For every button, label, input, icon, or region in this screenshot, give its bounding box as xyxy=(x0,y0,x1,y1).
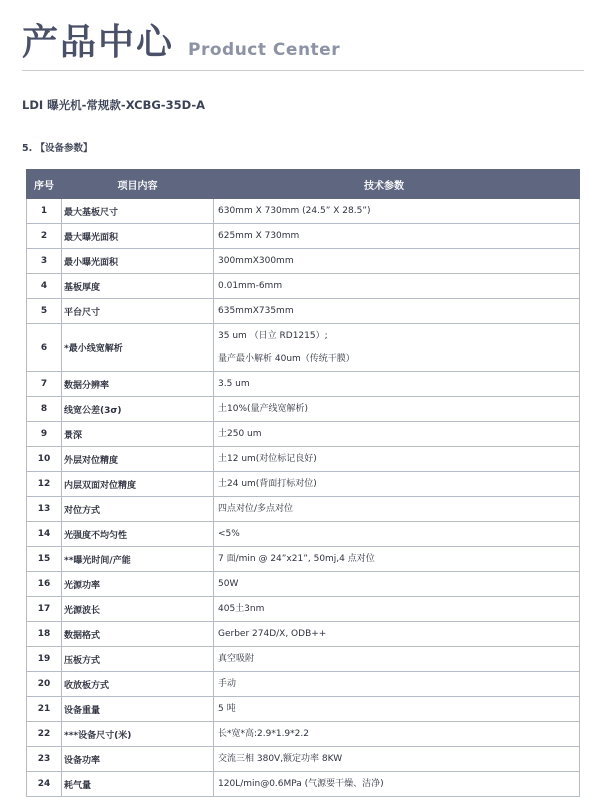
table-row xyxy=(27,497,580,522)
table-row xyxy=(27,697,580,722)
row-item: 线宽公差(3σ) xyxy=(62,397,214,422)
row-item: *最小线宽解析 xyxy=(62,324,214,372)
row-number: 2 xyxy=(27,224,62,249)
row-number: 17 xyxy=(27,597,62,622)
row-item: 平台尺寸 xyxy=(62,299,214,324)
row-item: 最大曝光面积 xyxy=(62,224,214,249)
row-spec xyxy=(214,547,580,572)
row-number: 1 xyxy=(27,199,62,224)
spec-line: 5 吨 xyxy=(218,703,236,714)
table-row xyxy=(27,249,580,274)
table-row xyxy=(27,597,580,622)
row-number: 10 xyxy=(27,447,62,472)
table-row xyxy=(27,447,580,472)
row-spec xyxy=(214,299,580,324)
row-spec xyxy=(214,497,580,522)
table-row xyxy=(27,772,580,797)
row-item: 最大基板尺寸 xyxy=(62,199,214,224)
spec-line: 土250 um xyxy=(218,428,262,439)
spec-line: 量产最小解析 40um（传统干膜） xyxy=(218,353,355,364)
row-item: 基板厚度 xyxy=(62,274,214,299)
row-number: 14 xyxy=(27,522,62,547)
row-spec xyxy=(214,249,580,274)
spec-line: 交流三相 380V,额定功率 8KW xyxy=(218,753,343,764)
row-number: 19 xyxy=(27,647,62,672)
spec-line: 7 面/min @ 24”x21”, 50mj,4 点对位 xyxy=(218,553,375,564)
section-heading: 5. 【设备参数】 xyxy=(22,143,93,154)
row-spec xyxy=(214,747,580,772)
spec-line: 120L/min@0.6MPa (气源要干燥、洁净) xyxy=(218,778,384,789)
spec-line: 630mm X 730mm (24.5” X 28.5”) xyxy=(218,205,371,216)
row-number: 24 xyxy=(27,772,62,797)
spec-line: 真空吸附 xyxy=(218,653,255,664)
table-row xyxy=(27,547,580,572)
row-spec xyxy=(214,447,580,472)
row-number: 5 xyxy=(27,299,62,324)
spec-line: 土10%(量产线宽解析) xyxy=(218,403,309,414)
spec-line: 土24 um(背面打标对位) xyxy=(218,478,317,489)
spec-line: <5% xyxy=(218,528,240,539)
header-divider xyxy=(22,70,584,71)
spec-line: 0.01mm-6mm xyxy=(218,280,283,291)
row-item: 最小曝光面积 xyxy=(62,249,214,274)
table-row xyxy=(27,572,580,597)
spec-line: 手动 xyxy=(218,678,237,689)
spec-line: 405土3nm xyxy=(218,603,265,614)
row-spec xyxy=(214,199,580,224)
row-number: 13 xyxy=(27,497,62,522)
spec-line: 35 um （日立 RD1215）; xyxy=(218,330,328,341)
row-spec xyxy=(214,472,580,497)
table-row xyxy=(27,224,580,249)
spec-line: 3.5 um xyxy=(218,378,250,389)
table-row xyxy=(27,672,580,697)
spec-line: 土12 um(对位标记良好) xyxy=(218,453,317,464)
page-title: 产品中心 xyxy=(22,22,175,63)
row-item: 光强度不均匀性 xyxy=(62,522,214,547)
product-model-title: LDI 曝光机-常规款-XCBG-35D-A xyxy=(22,98,206,112)
row-spec xyxy=(214,224,580,249)
table-row xyxy=(27,299,580,324)
table-row xyxy=(27,722,580,747)
row-number: 23 xyxy=(27,747,62,772)
spec-table xyxy=(26,169,580,797)
spec-line: 300mmX300mm xyxy=(218,255,294,266)
row-item: 压板方式 xyxy=(62,647,214,672)
header-item: 项目内容 xyxy=(62,170,214,199)
table-row xyxy=(27,472,580,497)
row-item: 设备重量 xyxy=(62,697,214,722)
spec-line: 50W xyxy=(218,578,239,589)
row-spec xyxy=(214,722,580,747)
row-spec xyxy=(214,372,580,397)
row-spec xyxy=(214,422,580,447)
table-row xyxy=(27,747,580,772)
row-number: 21 xyxy=(27,697,62,722)
spec-line: Gerber 274D/X, ODB++ xyxy=(218,628,327,639)
row-item: 设备功率 xyxy=(62,747,214,772)
spec-line: 635mmX735mm xyxy=(218,305,294,316)
row-item: **曝光时间/产能 xyxy=(62,547,214,572)
row-number: 12 xyxy=(27,472,62,497)
row-spec xyxy=(214,672,580,697)
row-number: 18 xyxy=(27,622,62,647)
row-spec xyxy=(214,522,580,547)
row-number: 8 xyxy=(27,397,62,422)
spec-line: 长*宽*高:2.9*1.9*2.2 xyxy=(218,728,309,739)
page-header xyxy=(22,18,340,64)
table-row xyxy=(27,397,580,422)
row-number: 7 xyxy=(27,372,62,397)
table-row xyxy=(27,522,580,547)
row-item: 数据分辨率 xyxy=(62,372,214,397)
row-item: 内层双面对位精度 xyxy=(62,472,214,497)
row-spec xyxy=(214,274,580,299)
row-number: 3 xyxy=(27,249,62,274)
row-spec xyxy=(214,324,580,372)
table-row xyxy=(27,324,580,372)
row-number: 16 xyxy=(27,572,62,597)
spec-line: 四点对位/多点对位 xyxy=(218,503,294,514)
header-spec: 技术参数 xyxy=(214,170,580,199)
row-number: 20 xyxy=(27,672,62,697)
table-header-row xyxy=(27,170,580,199)
row-number: 15 xyxy=(27,547,62,572)
row-item: ***设备尺寸(米) xyxy=(62,722,214,747)
row-item: 耗气量 xyxy=(62,772,214,797)
row-item: 景深 xyxy=(62,422,214,447)
row-item: 光源波长 xyxy=(62,597,214,622)
row-number: 6 xyxy=(27,324,62,372)
row-item: 光源功率 xyxy=(62,572,214,597)
row-number: 22 xyxy=(27,722,62,747)
row-number: 4 xyxy=(27,274,62,299)
row-item: 收放板方式 xyxy=(62,672,214,697)
row-spec xyxy=(214,647,580,672)
row-spec xyxy=(214,772,580,797)
table-row xyxy=(27,647,580,672)
row-spec xyxy=(214,597,580,622)
row-spec xyxy=(214,397,580,422)
table-row xyxy=(27,422,580,447)
row-item: 数据格式 xyxy=(62,622,214,647)
spec-line: 625mm X 730mm xyxy=(218,230,300,241)
header-no: 序号 xyxy=(27,170,62,199)
row-spec xyxy=(214,572,580,597)
page-subtitle: Product Center xyxy=(188,40,341,60)
row-spec xyxy=(214,622,580,647)
row-item: 对位方式 xyxy=(62,497,214,522)
row-item: 外层对位精度 xyxy=(62,447,214,472)
table-row xyxy=(27,622,580,647)
table-body xyxy=(27,199,580,797)
table-row xyxy=(27,372,580,397)
table-row xyxy=(27,199,580,224)
row-spec xyxy=(214,697,580,722)
row-number: 9 xyxy=(27,422,62,447)
table-row xyxy=(27,274,580,299)
